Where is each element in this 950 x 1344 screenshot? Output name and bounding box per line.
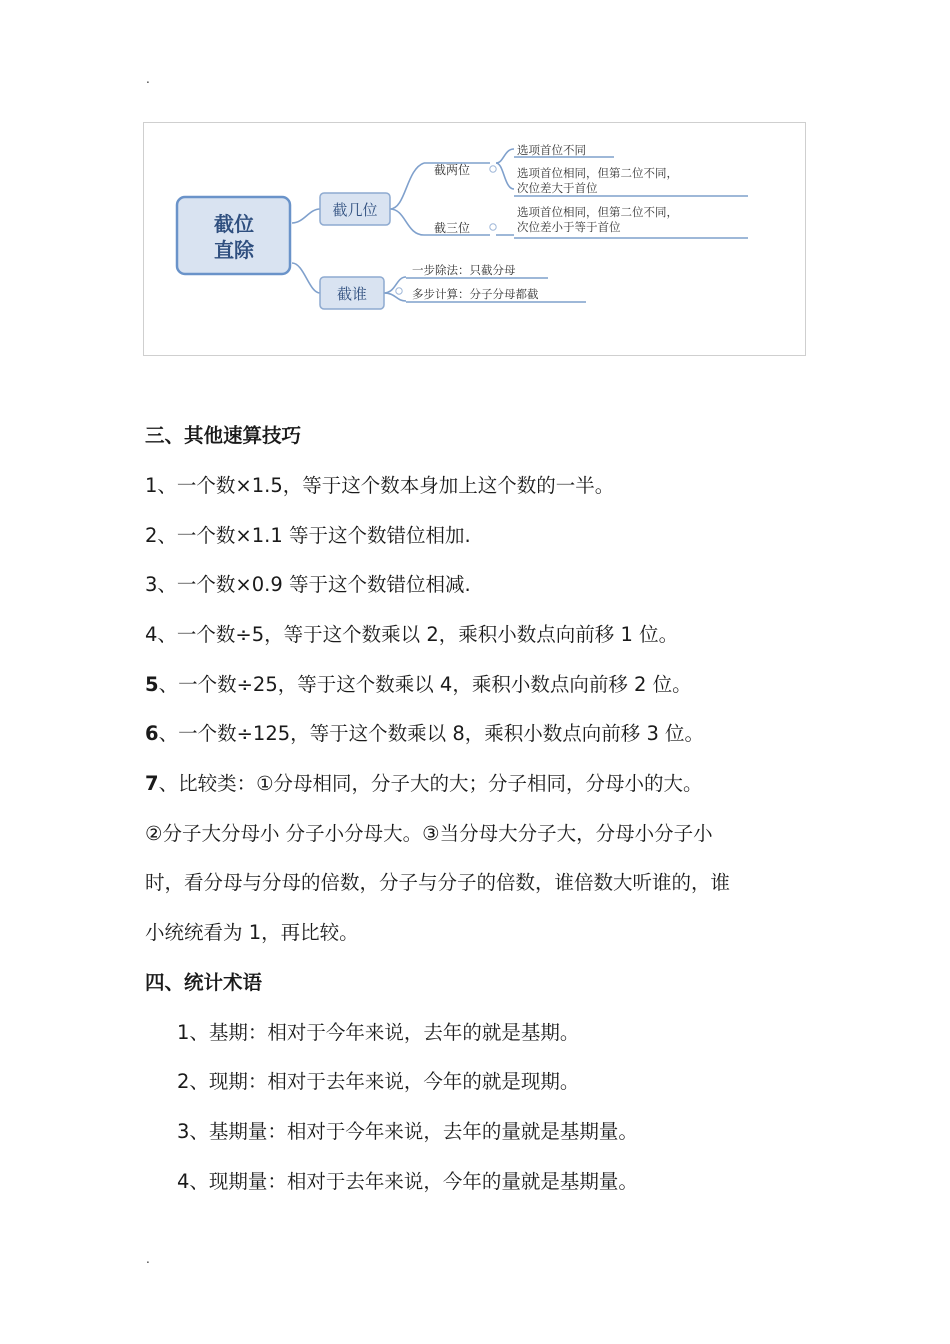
- list-item: [145, 473, 614, 499]
- connector-branch-a-sub1: [390, 163, 424, 209]
- mindmap-branch-b-label: 截谁: [336, 285, 368, 303]
- mindmap-leaf-1: 选项首位不同: [517, 143, 586, 157]
- mindmap-root-label-1: 截位: [214, 212, 254, 236]
- list-item: [145, 672, 692, 698]
- mindmap-leaf-2b: 次位差大于首位: [517, 181, 598, 195]
- collapse-icon: [490, 224, 496, 230]
- list-item: 3、基期量：相对于今年来说，去年的量就是基期量。: [177, 1120, 638, 1143]
- item-number: 7: [145, 772, 159, 795]
- item-text: 、一个数×1.5，等于这个数本身加上这个数的一半。: [157, 474, 615, 497]
- list-item: 2、现期：相对于去年来说，今年的就是现期。: [177, 1070, 580, 1093]
- mindmap-leaf-2a: 选项首位相同，但第二位不同，: [517, 166, 678, 180]
- list-item: [145, 622, 678, 648]
- mindmap-leaf-3a: 选项首位相同，但第二位不同，: [517, 205, 678, 219]
- section3-heading: 三、其他速算技巧: [145, 424, 302, 447]
- paragraph-continuation: ②分子大分母小 分子小分母大。③当分母大分子大，分母小分子小: [145, 822, 713, 845]
- collapse-icon: [490, 166, 496, 172]
- item-number: 2: [145, 524, 158, 547]
- connector-root-branch-a: [292, 209, 320, 223]
- item-number: 6: [145, 722, 159, 745]
- mindmap-leaf-4: 一步除法：只截分母: [412, 263, 516, 277]
- list-item: [145, 721, 704, 747]
- mindmap-sub1-label: 截两位: [434, 163, 471, 177]
- item-text: 、比较类：①分母相同，分子大的大；分子相同，分母小的大。: [158, 772, 703, 795]
- list-item: [145, 771, 703, 797]
- item-number: 4: [145, 623, 158, 646]
- page-mark-bottom: .: [146, 1252, 150, 1266]
- item-text: 、一个数×1.1 等于这个数错位相加.: [157, 524, 471, 547]
- list-item: [145, 523, 471, 549]
- collapse-icon: [396, 288, 402, 294]
- item-text: 、一个数÷25，等于这个数乘以 4，乘积小数点向前移 2 位。: [158, 673, 692, 696]
- mindmap-diagram: [144, 123, 807, 357]
- mindmap-leaf-5: 多步计算：分子分母都截: [412, 287, 539, 301]
- list-item: 4、现期量：相对于去年来说，今年的量就是基期量。: [177, 1170, 638, 1193]
- connector-root-branch-b: [292, 263, 320, 293]
- mindmap-root-label-2: 直除: [214, 238, 254, 262]
- item-number: 5: [145, 673, 159, 696]
- mindmap-leaf-3b: 次位差小于等于首位: [517, 220, 621, 234]
- list-item: [145, 572, 471, 598]
- connector-branch-a-sub2: [390, 209, 424, 235]
- mindmap-sub2-label: 截三位: [434, 221, 471, 235]
- page-mark-top: .: [146, 72, 150, 86]
- list-item: 1、基期：相对于今年来说，去年的就是基期。: [177, 1021, 580, 1044]
- item-text: 、一个数×0.9 等于这个数错位相减.: [157, 573, 471, 596]
- section4-heading: 四、统计术语: [145, 971, 263, 994]
- item-number: 1: [145, 474, 158, 497]
- paragraph-continuation: 小统统看为 1，再比较。: [145, 921, 359, 944]
- mindmap-branch-a-label: 截几位: [332, 201, 378, 219]
- item-text: 、一个数÷125，等于这个数乘以 8，乘积小数点向前移 3 位。: [158, 722, 705, 745]
- mindmap-figure: [143, 122, 806, 356]
- item-number: 3: [145, 573, 158, 596]
- item-text: 、一个数÷5，等于这个数乘以 2，乘积小数点向前移 1 位。: [157, 623, 679, 646]
- paragraph-continuation: 时，看分母与分母的倍数，分子与分子的倍数，谁倍数大听谁的，谁: [145, 871, 731, 894]
